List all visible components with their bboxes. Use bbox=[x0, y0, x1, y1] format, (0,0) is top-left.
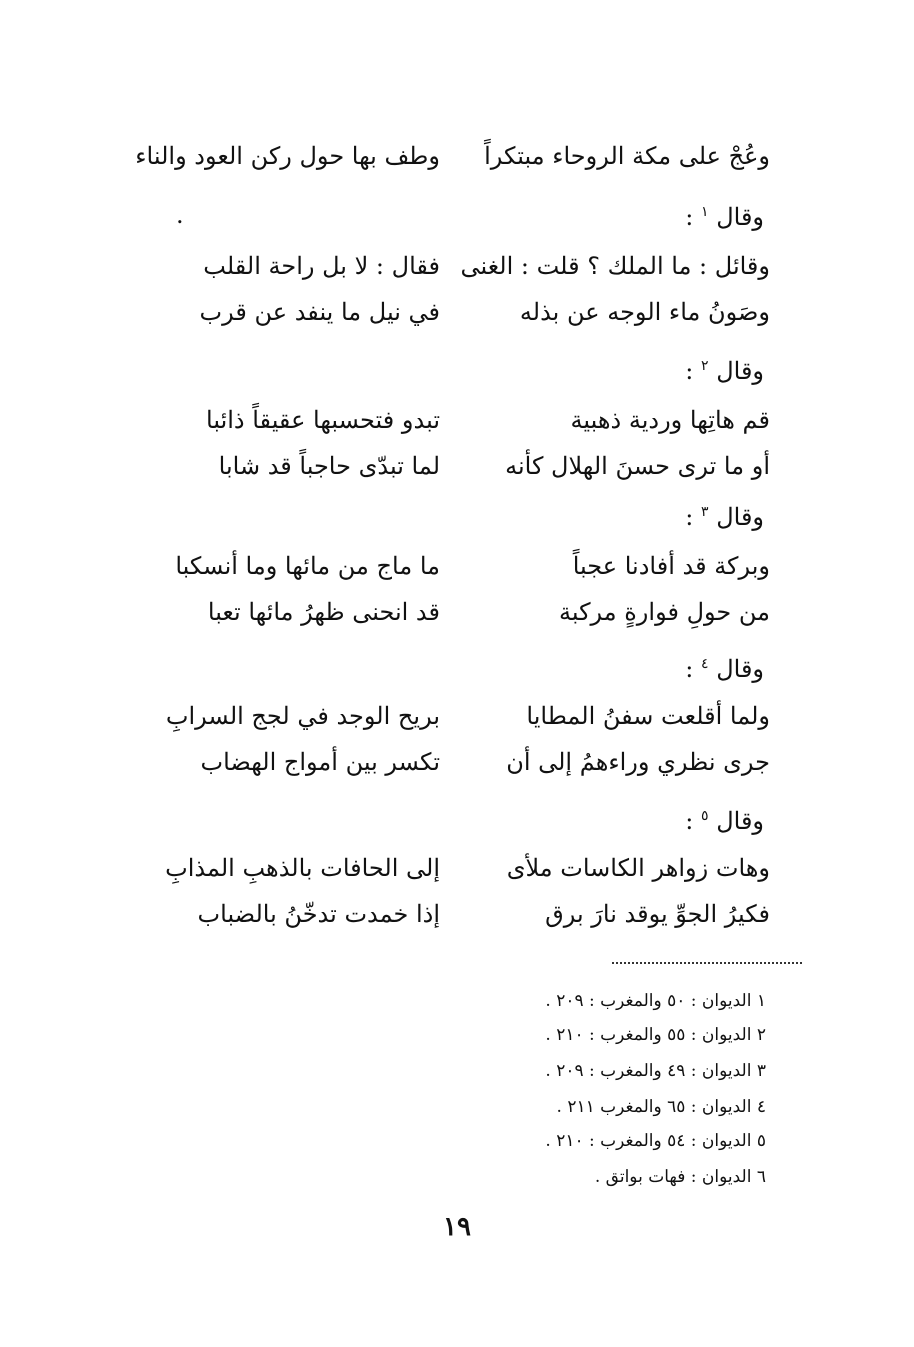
footnote bbox=[557, 1092, 766, 1122]
verse-first-hemistich: ولما أقلعت سفنُ المطايا bbox=[526, 702, 770, 730]
verse-row bbox=[150, 696, 770, 736]
verse-row bbox=[150, 546, 770, 586]
verse-first-hemistich: وهات زواهر الكاسات ملأى bbox=[506, 854, 770, 882]
verse-row bbox=[150, 246, 770, 286]
verse-first-hemistich: فكيرُ الجوِّ يوقد نارَ برق bbox=[545, 900, 770, 928]
verse-row bbox=[150, 446, 770, 486]
intro-colon: : bbox=[685, 655, 694, 683]
footnote-divider bbox=[612, 962, 802, 964]
footnote-number: ٥ bbox=[756, 1131, 766, 1151]
verse-first-hemistich: أو ما ترى حسنَ الهلال كأنه bbox=[505, 452, 770, 480]
footnote-number: ٤ bbox=[756, 1097, 766, 1117]
verse-row bbox=[135, 136, 770, 176]
footnote bbox=[545, 1056, 766, 1086]
verse-row bbox=[150, 292, 770, 332]
footnote-ref: ٤ bbox=[701, 656, 709, 672]
intro-label: وقال bbox=[716, 655, 764, 683]
verse-intro bbox=[685, 192, 764, 237]
verse-second-hemistich: بريح الوجد في لجج السرابِ bbox=[165, 702, 440, 730]
footnote bbox=[595, 1162, 766, 1192]
verse-row bbox=[150, 848, 770, 888]
verse-first-hemistich: جرى نظري وراءهمُ إلى أن bbox=[506, 748, 770, 776]
verse-second-hemistich: إذا خمدت تدخّنُ بالضباب bbox=[197, 900, 440, 928]
intro-label: وقال bbox=[716, 807, 764, 835]
intro-label: وقال bbox=[716, 203, 764, 231]
intro-colon: : bbox=[685, 807, 694, 835]
footnote-number: ٢ bbox=[756, 1025, 766, 1045]
verse-second-hemistich: في نيل ما ينفد عن قرب bbox=[199, 298, 440, 326]
stray-dot: . bbox=[176, 201, 184, 229]
intro-label: وقال bbox=[716, 357, 764, 385]
footnote-text: الديوان : ٦٥ والمغرب ٢١١ . bbox=[556, 1097, 752, 1117]
footnote-text: الديوان : ٤٩ والمغرب : ٢٠٩ . bbox=[545, 1061, 752, 1081]
footnote bbox=[545, 986, 766, 1016]
footnote-text: الديوان : ٥٤ والمغرب : ٢١٠ . bbox=[545, 1131, 752, 1151]
footnote-number: ٣ bbox=[756, 1061, 766, 1081]
verse-second-hemistich: ما ماج من مائها وما أنسكبا bbox=[175, 552, 440, 580]
verse-first-hemistich: وقائل : ما الملك ؟ قلت : الغنى bbox=[460, 252, 770, 280]
verse-second-hemistich: فقال : لا بل راحة القلب bbox=[203, 252, 440, 280]
verse-second-hemistich: لما تبدّى حاجباً قد شابا bbox=[218, 452, 440, 480]
verse-first-hemistich: وعُجْ على مكة الروحاء مبتكراً bbox=[484, 142, 770, 170]
verse-intro bbox=[685, 796, 764, 841]
intro-colon: : bbox=[685, 503, 694, 531]
verse-first-hemistich: من حولِ فوارةٍ مركبة bbox=[558, 598, 770, 626]
footnote bbox=[545, 1020, 766, 1050]
verse-first-hemistich: وبركة قد أفادنا عجباً bbox=[572, 552, 770, 580]
footnote-text: الديوان : ٥٥ والمغرب : ٢١٠ . bbox=[545, 1025, 752, 1045]
verse-second-hemistich: تكسر بين أمواج الهضاب bbox=[200, 748, 440, 776]
verse-row bbox=[150, 592, 770, 632]
footnote-ref: ٢ bbox=[701, 358, 709, 374]
verse-intro bbox=[685, 492, 764, 537]
intro-colon: : bbox=[685, 357, 694, 385]
footnote-number: ١ bbox=[756, 991, 766, 1011]
verse-first-hemistich: قم هاتِها وردية ذهبية bbox=[570, 406, 770, 434]
verse-intro bbox=[685, 346, 764, 391]
intro-label: وقال bbox=[716, 503, 764, 531]
footnote-text: الديوان : فهات بواتق . bbox=[594, 1167, 752, 1187]
footnote-text: الديوان : ٥٠ والمغرب : ٢٠٩ . bbox=[545, 991, 752, 1011]
verse-second-hemistich: وطف بها حول ركن العود والناء bbox=[135, 142, 440, 170]
footnote-ref: ٥ bbox=[701, 808, 709, 824]
footnote bbox=[545, 1126, 766, 1156]
verse-row bbox=[150, 742, 770, 782]
page-number: ١٩ bbox=[443, 1212, 471, 1242]
verse-row bbox=[150, 894, 770, 934]
footnote-ref: ١ bbox=[701, 204, 709, 220]
intro-colon: : bbox=[685, 203, 694, 231]
verse-second-hemistich: تبدو فتحسبها عقيقاً ذائبا bbox=[206, 406, 440, 434]
verse-first-hemistich: وصَونُ ماء الوجه عن بذله bbox=[519, 298, 770, 326]
verse-second-hemistich: قد انحنى ظهرُ مائها تعبا bbox=[207, 598, 440, 626]
footnote-ref: ٣ bbox=[701, 504, 709, 520]
footnote-number: ٦ bbox=[756, 1167, 766, 1187]
verse-second-hemistich: إلى الحافات بالذهبِ المذابِ bbox=[165, 854, 440, 882]
verse-intro bbox=[685, 644, 764, 689]
verse-row bbox=[150, 400, 770, 440]
